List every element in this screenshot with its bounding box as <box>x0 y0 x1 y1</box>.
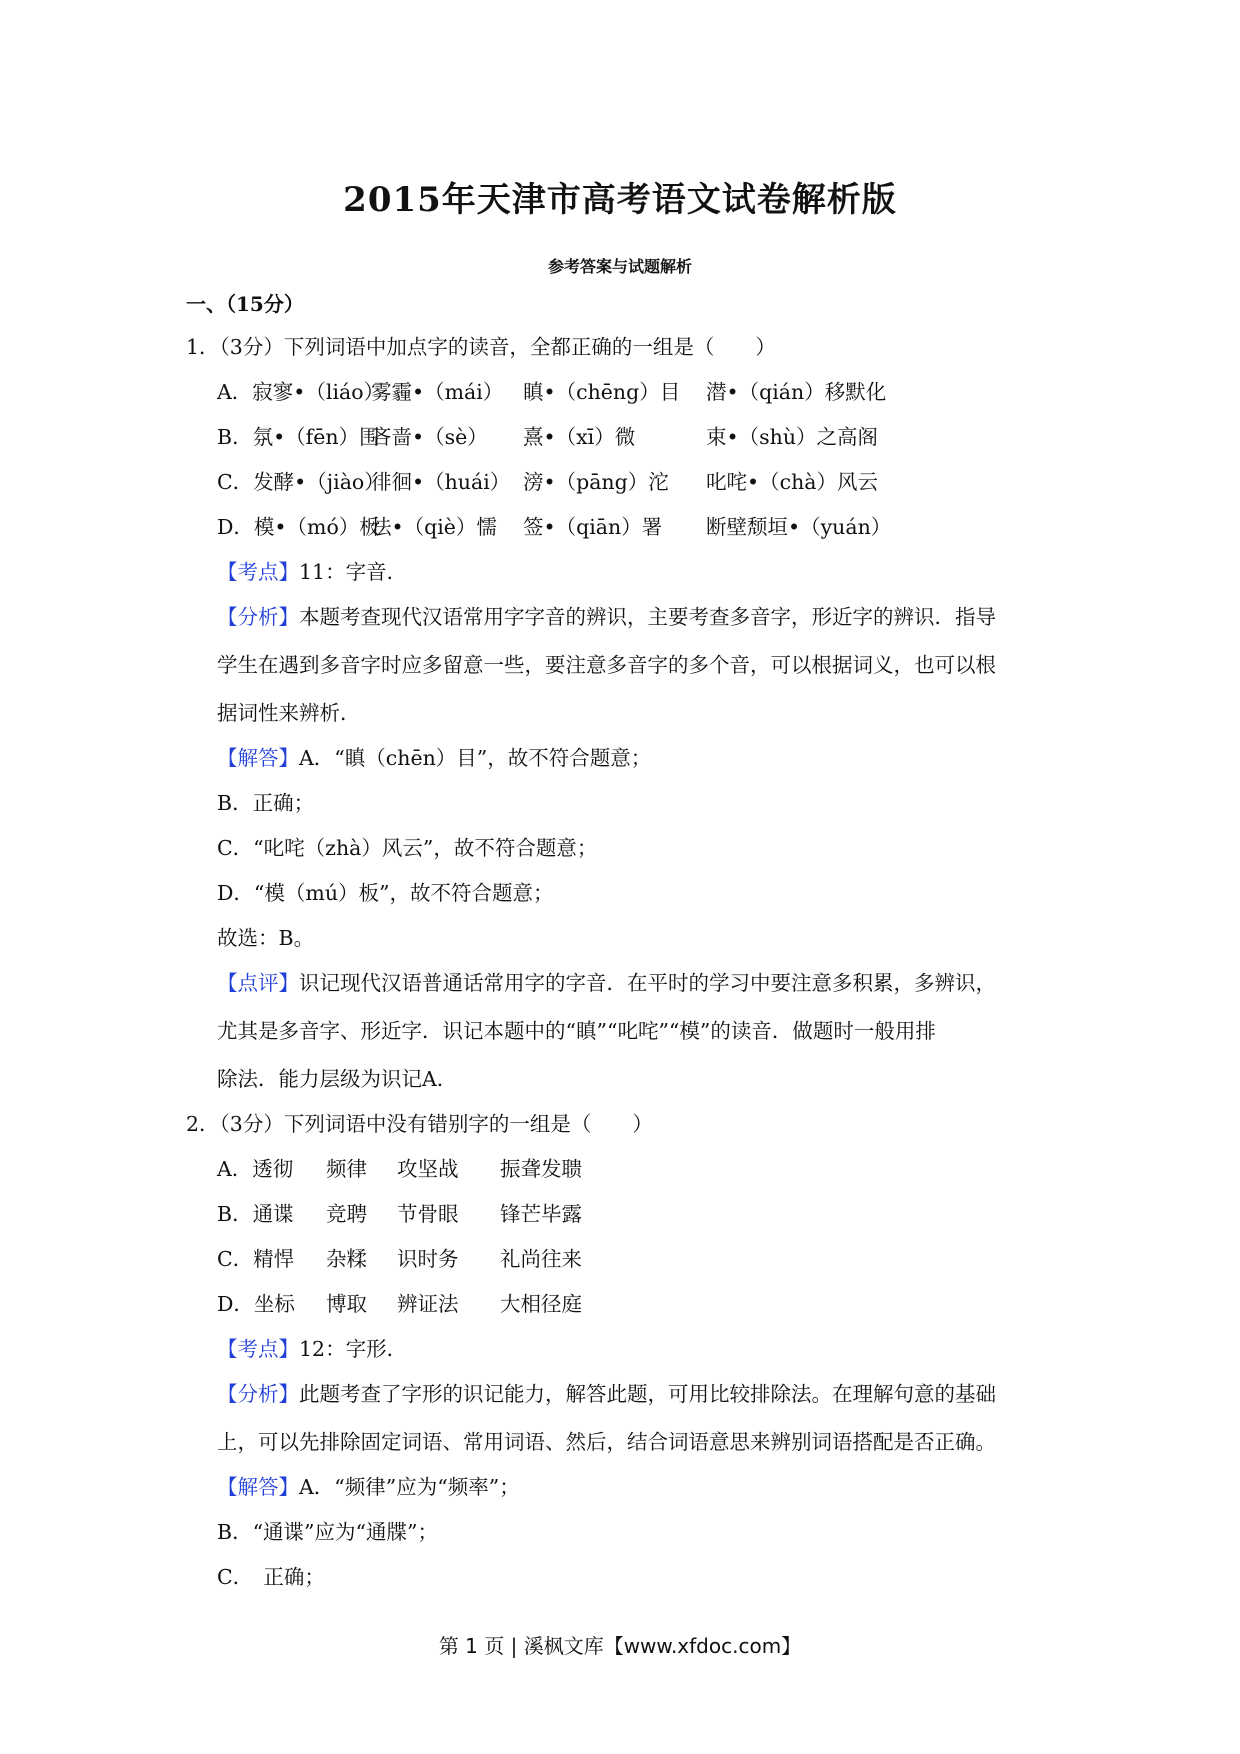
option-term: 徘徊•（huái） <box>371 470 511 494</box>
option-term: 攻坚战 <box>397 1157 459 1181</box>
option-term: C．精悍 <box>217 1247 295 1271</box>
kaodian-text: 11：字音． <box>299 560 408 584</box>
jieda-tag: 【解答】 <box>217 1475 299 1499</box>
jieda-text: A．“频律”应为“频率”； <box>299 1475 520 1499</box>
option-term: 叱咤•（chà）风云 <box>706 470 878 494</box>
option-term: 瞋•（chēng）目 <box>523 380 681 404</box>
option-term: 大相径庭 <box>500 1292 582 1316</box>
question-1-option-d <box>217 513 891 541</box>
option-term: B．氛•（fēn）围 <box>217 425 380 449</box>
q1-dianping-line-1 <box>217 969 996 997</box>
option-term: 雾霾•（mái） <box>371 380 504 404</box>
q2-jieda-b: B．“通谍”应为“通牒”； <box>217 1520 438 1544</box>
question-2-stem: 2．（3分）下列词语中没有错别字的一组是（ ） <box>186 1112 653 1136</box>
q1-answer: 故选：B。 <box>217 926 315 950</box>
fenxi-tag: 【分析】 <box>217 1382 299 1406</box>
q2-fenxi-line-2: 上，可以先排除固定词语、常用词语、然后，结合词语意思来辨别词语搭配是否正确。 <box>217 1430 996 1454</box>
q1-dianping-line-2: 尤其是多音字、形近字．识记本题中的“瞋”“叱咤”“模”的读音．做题时一般用排 <box>217 1019 936 1043</box>
option-term: 博取 <box>326 1292 367 1316</box>
q2-fenxi-line-1 <box>217 1380 996 1408</box>
jieda-text: A．“瞋（chēn）目”，故不符合题意； <box>299 746 652 770</box>
option-term: D．坐标 <box>217 1292 295 1316</box>
kaodian-tag: 【考点】 <box>217 1337 299 1361</box>
page-title: 2015年天津市高考语文试卷解析版 <box>343 180 897 220</box>
question-2-option-d <box>217 1290 582 1318</box>
q2-jieda-c: C． 正确； <box>217 1565 325 1589</box>
option-term: 杂糅 <box>326 1247 367 1271</box>
option-term: 束•（shù）之高阁 <box>706 425 879 449</box>
question-1-option-a <box>217 378 886 406</box>
option-term: A．寂寥•（liáo） <box>217 380 385 404</box>
page-subtitle: 参考答案与试题解析 <box>547 257 692 276</box>
q1-kaodian <box>217 558 407 586</box>
option-term: 潜•（qián）移默化 <box>706 380 887 404</box>
kaodian-text: 12：字形． <box>299 1337 408 1361</box>
option-term: 节骨眼 <box>397 1202 459 1226</box>
option-term: 滂•（pāng）沱 <box>523 470 669 494</box>
option-term: 熹•（xī）微 <box>523 425 636 449</box>
fenxi-tag: 【分析】 <box>217 605 299 629</box>
jieda-tag: 【解答】 <box>217 746 299 770</box>
question-2-option-a <box>217 1155 582 1183</box>
option-term: 断壁颓垣•（yuán） <box>706 515 892 539</box>
option-term: 竞聘 <box>326 1202 367 1226</box>
q1-jieda-c: C．“叱咤（zhà）风云”，故不符合题意； <box>217 836 598 860</box>
page-footer: 第 1 页 | 溪枫文库【www.xfdoc.com】 <box>438 1634 802 1658</box>
option-term: 礼尚往来 <box>500 1247 582 1271</box>
q1-fenxi-line-3: 据词性来辨析． <box>217 701 361 725</box>
option-term: B．通谍 <box>217 1202 294 1226</box>
q2-jieda <box>217 1473 520 1501</box>
section-heading: 一、（15分） <box>186 292 304 316</box>
fenxi-text: 此题考查了字形的识记能力，解答此题，可用比较排除法。在理解句意的基础 <box>299 1382 996 1406</box>
q2-kaodian <box>217 1335 407 1363</box>
q1-fenxi-line-2: 学生在遇到多音字时应多留意一些，要注意多音字的多个音，可以根据词义，也可以根 <box>217 653 996 677</box>
question-2-option-c <box>217 1245 582 1273</box>
kaodian-tag: 【考点】 <box>217 560 299 584</box>
q1-fenxi-line-1 <box>217 603 996 631</box>
option-term: 振聋发聩 <box>500 1157 582 1181</box>
option-term: 签•（qiān）署 <box>523 515 663 539</box>
question-1-stem: 1．（3分）下列词语中加点字的读音，全都正确的一组是（ ） <box>186 335 776 359</box>
option-term: 锋芒毕露 <box>500 1202 582 1226</box>
option-term: 频律 <box>326 1157 367 1181</box>
option-term: 怯•（qiè）懦 <box>371 515 497 539</box>
fenxi-text: 本题考查现代汉语常用字字音的辨识，主要考查多音字，形近字的辨识．指导 <box>299 605 996 629</box>
dianping-tag: 【点评】 <box>217 971 299 995</box>
q1-jieda <box>217 744 651 772</box>
option-term: 识时务 <box>397 1247 459 1271</box>
q1-dianping-line-3: 除法．能力层级为识记A． <box>217 1067 458 1091</box>
q1-jieda-b: B．正确； <box>217 791 315 815</box>
option-term: A．透彻 <box>217 1157 294 1181</box>
option-term: C．发酵•（jiào） <box>217 470 385 494</box>
question-1-option-c <box>217 468 878 496</box>
question-2-option-b <box>217 1200 582 1228</box>
option-term: D．模•（mó）板 <box>217 515 380 539</box>
q1-jieda-d: D．“模（mú）板”，故不符合题意； <box>217 881 554 905</box>
option-term: 辨证法 <box>397 1292 459 1316</box>
dianping-text: 识记现代汉语普通话常用字的字音．在平时的学习中要注意多积累，多辨识， <box>299 971 996 995</box>
option-term: 吝啬•（sè） <box>371 425 488 449</box>
question-1-option-b <box>217 423 878 451</box>
